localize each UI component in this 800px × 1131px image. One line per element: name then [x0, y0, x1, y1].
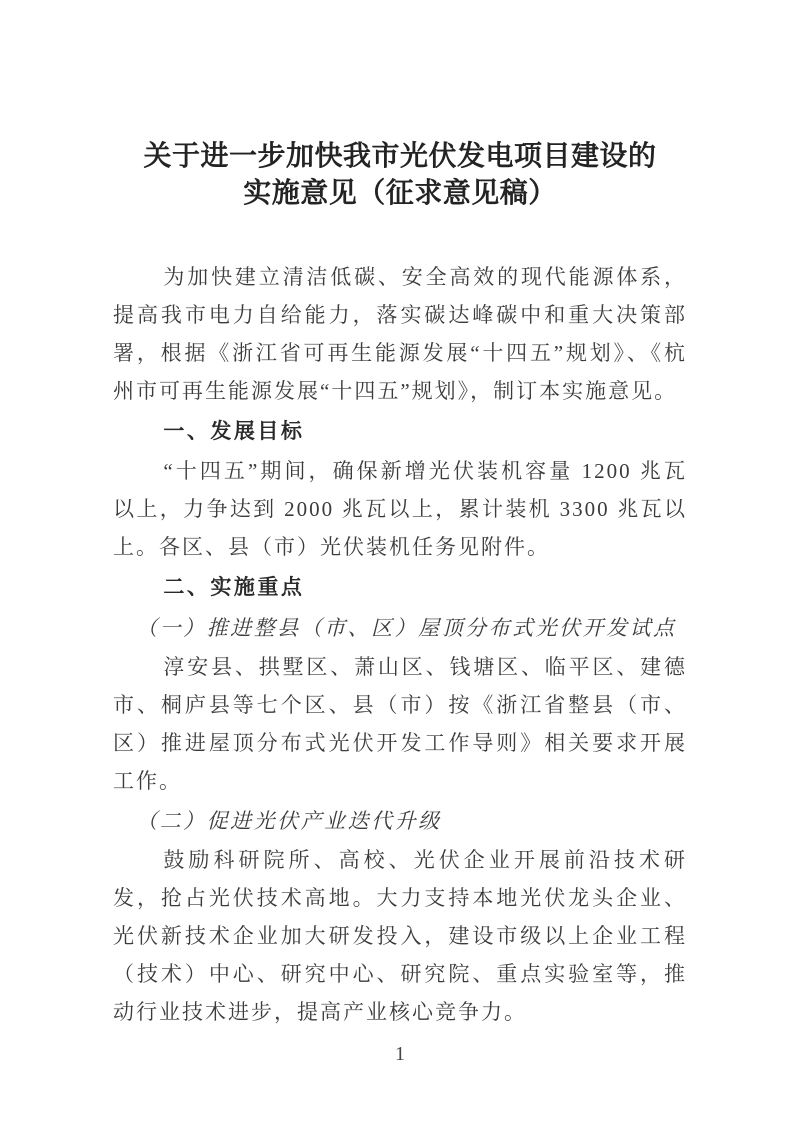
section-1-heading: 一、发展目标	[163, 420, 305, 443]
document-title-line-2: 实施意见（征求意见稿）	[243, 177, 557, 208]
document-title-line-1: 关于进一步加快我市光伏发电项目建设的	[143, 140, 657, 171]
subsection-2-1-heading: （一）推进整县（市、区）屋顶分布式光伏开发试点	[136, 616, 677, 640]
document-content	[113, 137, 687, 1031]
intro-paragraph: 为加快建立清洁低碳、安全高效的现代能源体系，提高我市电力自给能力，落实碳达峰碳中和重大决策部署，根据《浙江省可再生能源发展“十四五”规划》、《杭州市可再生能源发展“十四五”规划》，制订本实施意见。	[113, 265, 687, 403]
subsection-2-2-heading: （二）促进光伏产业迭代升级	[136, 809, 442, 833]
section-2-heading: 二、实施重点	[163, 576, 305, 599]
page-number: 1	[395, 1043, 405, 1065]
document-title	[113, 137, 687, 211]
section-1-paragraph-1: “十四五”期间，确保新增光伏装机容量 1200 兆瓦以上，力争达到 2000 兆瓦以上，累计装机 3300 兆瓦以上。各区、县（市）光伏装机任务见附件。	[113, 459, 687, 559]
subsection-2-1-paragraph-1: 淳安县、拱墅区、萧山区、钱塘区、临平区、建德市、桐庐县等七个区、县（市）按《浙江省整县（市、区）推进屋顶分布式光伏开发工作导则》相关要求开展工作。	[113, 655, 687, 793]
subsection-2-2-paragraph-1: 鼓励科研院所、高校、光伏企业开展前沿技术研发，抢占光伏技术高地。大力支持本地光伏龙头企业、光伏新技术企业加大研发投入，建设市级以上企业工程（技术）中心、研究中心、研究院、重点实验室等，推动行业技术进步，提高产业核心竞争力。	[113, 848, 687, 1024]
document-body	[113, 258, 687, 1031]
